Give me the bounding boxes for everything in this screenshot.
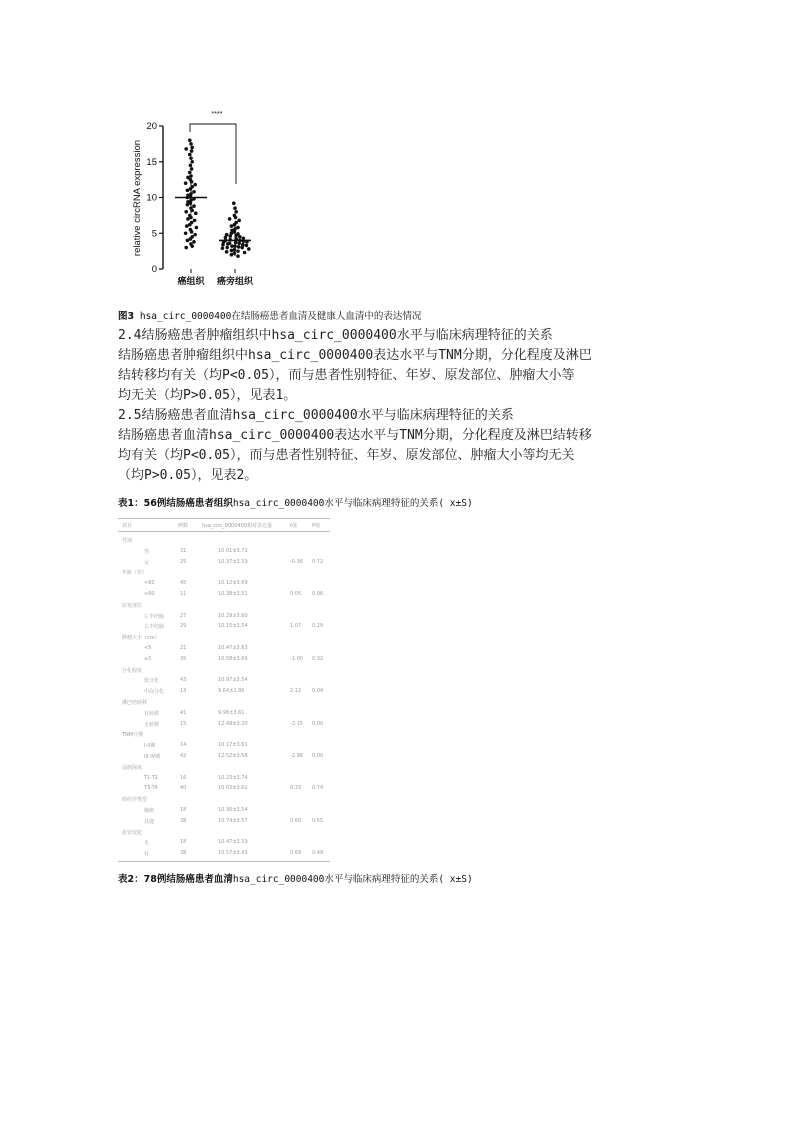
table1-cell-v: 10.47±3.59 bbox=[218, 839, 248, 846]
data-point bbox=[184, 210, 188, 214]
data-point bbox=[190, 244, 194, 248]
table1-cell-n: 38 bbox=[180, 817, 187, 824]
table1-cell-n: 45 bbox=[180, 580, 187, 587]
table1-cell-n: 14 bbox=[180, 742, 187, 749]
data-point bbox=[237, 219, 241, 223]
table1-cell-v: 10.38±3.51 bbox=[218, 591, 248, 597]
table1-cell-label: 有转移 bbox=[144, 710, 160, 717]
table1-row bbox=[118, 731, 330, 740]
table1-cell-label: 淋巴结转移 bbox=[122, 700, 148, 706]
table1-cell-label: III-IV期 bbox=[144, 754, 161, 760]
table1-cell-label: <60 bbox=[144, 580, 155, 587]
data-point bbox=[230, 224, 234, 228]
data-point bbox=[236, 254, 240, 258]
table1-cell-t: 0.33 bbox=[290, 785, 302, 792]
data-point bbox=[234, 216, 238, 220]
table1-cell-n: 40 bbox=[180, 785, 187, 792]
table1-cell-t: -3.15 bbox=[290, 720, 303, 727]
table1-row bbox=[118, 807, 330, 816]
y-tick-label: 5 bbox=[151, 228, 157, 240]
table1-cell-v: 10.02±3.62 bbox=[218, 785, 248, 792]
table1-cell-v: 9.64±2.86 bbox=[218, 688, 245, 695]
table1-row bbox=[118, 623, 330, 632]
data-point bbox=[194, 211, 198, 215]
table1-cell-label: 浸润深度 bbox=[122, 764, 143, 771]
data-point bbox=[190, 167, 194, 171]
x-tick-label: 癌旁组织 bbox=[216, 277, 254, 287]
table1 bbox=[118, 518, 330, 863]
table1-cell-n: 18 bbox=[180, 839, 187, 846]
table1-bottom-rule bbox=[118, 861, 330, 862]
table1-row bbox=[118, 634, 330, 643]
table1-cell-label: 有 bbox=[144, 851, 150, 858]
table1-row bbox=[118, 580, 330, 589]
data-point bbox=[186, 239, 190, 243]
data-point bbox=[226, 242, 230, 246]
table1-cell-n: 21 bbox=[180, 645, 187, 651]
table1-cell-label: <5 bbox=[144, 645, 152, 651]
table1-cell-v: 9.96±3.61 bbox=[218, 709, 245, 716]
table1-cell-n: 18 bbox=[180, 807, 187, 813]
data-point bbox=[192, 240, 196, 244]
table1-caption bbox=[118, 495, 473, 509]
table1-cell-v: 10.74±3.57 bbox=[218, 817, 248, 824]
table1-cell-n: 13 bbox=[180, 688, 187, 695]
data-point bbox=[230, 249, 234, 253]
table1-cell-p: 0.72 bbox=[312, 558, 324, 565]
table1-cell-t: -1.00 bbox=[290, 655, 303, 662]
table1-cell-label: 低分化 bbox=[144, 678, 160, 685]
y-tick-label: 20 bbox=[146, 121, 157, 132]
data-point bbox=[188, 171, 192, 175]
table1-cell-v: 10.97±3.54 bbox=[218, 677, 248, 684]
table1-cell-label: 无转移 bbox=[144, 721, 160, 728]
table1-cell-label: 血管侵犯 bbox=[122, 829, 143, 836]
table1-row bbox=[118, 699, 330, 708]
table1-row bbox=[118, 677, 330, 686]
data-point bbox=[232, 201, 236, 205]
data-point bbox=[234, 210, 238, 214]
data-point bbox=[190, 149, 194, 153]
table1-cell-label: T3-T4 bbox=[144, 785, 158, 792]
table1-row bbox=[118, 850, 330, 859]
table1-cell-p: 0.32 bbox=[312, 655, 324, 662]
data-point bbox=[225, 250, 229, 254]
significance-label: **** bbox=[211, 111, 223, 118]
table1-cell-label: 组织学类型 bbox=[122, 797, 148, 804]
data-point bbox=[221, 246, 225, 250]
data-point bbox=[243, 251, 247, 255]
data-point bbox=[185, 224, 189, 228]
table1-row bbox=[118, 591, 330, 600]
data-point bbox=[237, 241, 241, 245]
table2-caption-rest: hsa_circ_0000400水平与临床病理特征的关系( x±S) bbox=[232, 874, 473, 885]
table1-cell-v: 10.12±3.69 bbox=[218, 580, 248, 587]
section-2-5-line: 均有关（均P<0.05），而与患者性别特征、年岁、原发部位、肿瘤大小等均无关 bbox=[118, 448, 575, 463]
table1-cell-p: 0.04 bbox=[312, 688, 324, 695]
table1-header-cell: P值 bbox=[312, 523, 321, 529]
table1-row bbox=[118, 839, 330, 848]
table1-cell-n: 31 bbox=[180, 547, 187, 554]
table1-cell-v: 10.57±3.43 bbox=[218, 850, 248, 857]
data-point bbox=[193, 219, 197, 223]
table1-cell-t: -0.36 bbox=[290, 558, 303, 565]
data-point bbox=[228, 217, 232, 221]
table1-row bbox=[118, 775, 330, 784]
section-2-4-line: 均无关（均P>0.05），见表1。 bbox=[118, 388, 297, 403]
data-point bbox=[184, 231, 188, 235]
data-point bbox=[186, 217, 190, 221]
figure-caption-prefix: 图3 bbox=[118, 311, 135, 322]
table1-cell-p: 0.29 bbox=[312, 623, 324, 630]
table1-cell-p: 0.49 bbox=[312, 850, 324, 857]
dot-plot-figure bbox=[128, 104, 254, 290]
table1-cell-v: 10.30±3.54 bbox=[218, 807, 248, 813]
table1-cell-t: 0.60 bbox=[290, 817, 302, 824]
table1-row bbox=[118, 559, 330, 568]
table1-cell-label: I-II期 bbox=[144, 743, 156, 750]
table1-cell-label: ≥60 bbox=[144, 591, 155, 597]
section-2-4-body bbox=[118, 346, 592, 406]
table1-cell-label: 其他 bbox=[144, 818, 155, 825]
table1-caption-rest: hsa_circ_0000400水平与临床病理特征的关系( x±S) bbox=[232, 498, 473, 509]
section-2-5-line: 结肠癌患者血清hsa_circ_0000400表达水平与TNM分期，分化程度及淋巴结转移 bbox=[118, 428, 592, 443]
table1-cell-v: 10.23±3.74 bbox=[218, 774, 248, 781]
table1-cell-p: 0.00 bbox=[312, 720, 324, 727]
table1-cell-n: 16 bbox=[180, 774, 187, 781]
significance-bracket bbox=[190, 124, 236, 184]
data-point bbox=[240, 246, 244, 250]
table1-cell-n: 29 bbox=[180, 623, 187, 630]
table1-cell-label: 年龄（岁） bbox=[122, 570, 148, 577]
data-point bbox=[193, 183, 197, 187]
table1-row bbox=[118, 656, 330, 665]
data-point bbox=[188, 153, 192, 157]
table1-cell-label: 腺癌 bbox=[144, 808, 155, 814]
data-point bbox=[190, 230, 194, 234]
table1-cell-v: 10.15±3.54 bbox=[218, 623, 248, 630]
table1-cell-p: 0.74 bbox=[312, 785, 324, 792]
table1-header-cell: 项目 bbox=[122, 523, 133, 529]
table1-row bbox=[118, 796, 330, 805]
table1-cell-n: 42 bbox=[180, 753, 187, 759]
table1-row bbox=[118, 645, 330, 654]
table1-row bbox=[118, 569, 330, 578]
table1-cell-v: 10.17±3.61 bbox=[218, 742, 248, 749]
table1-cell-p: 0.96 bbox=[312, 591, 324, 597]
data-point bbox=[186, 189, 190, 193]
table1-row bbox=[118, 537, 330, 546]
table1-row bbox=[118, 602, 330, 611]
table1-row bbox=[118, 753, 330, 762]
table1-row bbox=[118, 818, 330, 827]
data-point bbox=[184, 147, 188, 151]
data-point bbox=[195, 226, 199, 230]
table1-cell-n: 43 bbox=[180, 677, 187, 684]
table1-cell-t: 1.07 bbox=[290, 623, 302, 630]
table1-cell-t: 0.69 bbox=[290, 850, 302, 857]
figure-caption bbox=[118, 308, 421, 322]
table1-cell-n: 11 bbox=[180, 591, 187, 597]
data-point bbox=[190, 146, 194, 150]
table2-caption bbox=[118, 871, 473, 885]
table1-cell-n: 41 bbox=[180, 709, 187, 716]
data-point bbox=[247, 247, 251, 251]
x-tick-label: 癌组织 bbox=[177, 277, 205, 287]
section-2-4-line: 结转移均有关（均P<0.05），而与患者性别特征、年岁、原发部位、肿瘤大小等 bbox=[118, 368, 575, 383]
table1-header-cell: 例数 bbox=[178, 523, 189, 529]
section-2-5-body bbox=[118, 426, 592, 486]
y-tick-label: 10 bbox=[146, 192, 157, 204]
data-point bbox=[228, 234, 232, 238]
table1-cell-n: 15 bbox=[180, 720, 187, 727]
table1-cell-label: 中高分化 bbox=[144, 689, 165, 696]
table1-cell-v: 10.29±3.60 bbox=[218, 612, 248, 619]
table1-cell-p: 0.00 bbox=[312, 753, 324, 759]
table1-cell-label: 男 bbox=[144, 548, 150, 555]
table1-cell-label: TNM分期 bbox=[122, 732, 144, 739]
data-point bbox=[221, 243, 225, 247]
data-point bbox=[193, 233, 197, 237]
table1-cell-label: 女 bbox=[144, 559, 150, 566]
table1-row bbox=[118, 710, 330, 719]
section-2-4-line: 结肠癌患者肿瘤组织中hsa_circ_0000400表达水平与TNM分期，分化程度及淋巴 bbox=[118, 348, 592, 363]
data-point bbox=[230, 244, 234, 248]
table1-cell-label: 肿瘤大小（cm） bbox=[122, 635, 160, 642]
table1-header-row bbox=[118, 522, 330, 531]
table1-cell-v: 12.52±3.58 bbox=[218, 753, 248, 759]
figure-caption-text: hsa_circ_0000400在结肠癌患者血清及健康人血清中的表达情况 bbox=[134, 311, 422, 322]
table1-row bbox=[118, 785, 330, 794]
table1-row bbox=[118, 688, 330, 697]
data-point bbox=[184, 181, 188, 185]
data-point bbox=[233, 206, 237, 210]
table1-cell-t: 0.05 bbox=[290, 591, 302, 597]
table1-cell-v: 10.01±3.71 bbox=[218, 547, 248, 554]
table1-cell-label: 分化程度 bbox=[122, 667, 143, 674]
table1-cell-label: T1-T2 bbox=[144, 774, 158, 781]
table1-cell-v: 10.37±3.59 bbox=[218, 558, 248, 565]
data-point bbox=[238, 235, 242, 239]
data-point bbox=[192, 190, 196, 194]
data-point bbox=[225, 246, 229, 250]
data-point bbox=[192, 204, 196, 208]
data-point bbox=[190, 160, 194, 164]
data-point bbox=[233, 248, 237, 252]
table1-cell-p: 0.55 bbox=[312, 817, 324, 824]
table1-cell-n: 27 bbox=[180, 612, 187, 619]
data-point bbox=[245, 244, 249, 248]
section-2-4-heading: 2.4结肠癌患者肿瘤组织中hsa_circ_0000400水平与临床病理特征的关系 bbox=[118, 328, 553, 343]
table1-row bbox=[118, 667, 330, 676]
table1-header-cell: hsa_circ_0000400相对表达量 bbox=[202, 523, 272, 529]
table1-cell-label: ≥5 bbox=[144, 655, 152, 662]
data-point bbox=[189, 142, 193, 146]
table1-row bbox=[118, 829, 330, 838]
table1-caption-bold: 表1：56例结肠癌患者组织 bbox=[118, 498, 233, 509]
data-point bbox=[184, 246, 188, 250]
table1-header-rule bbox=[118, 531, 330, 532]
section-2-5-heading: 2.5结肠癌患者血清hsa_circ_0000400水平与临床病理特征的关系 bbox=[118, 408, 514, 423]
table2-caption-bold: 表2：78例结肠癌患者血清 bbox=[118, 874, 233, 885]
section-2-5-line: （均P>0.05），见表2。 bbox=[118, 468, 258, 483]
table1-cell-v: 10.58±3.66 bbox=[218, 655, 248, 662]
table1-cell-label: 原发部位 bbox=[122, 602, 143, 609]
y-axis-label: relative circRNA expression bbox=[132, 139, 143, 257]
data-point bbox=[236, 249, 240, 253]
table1-row bbox=[118, 548, 330, 557]
data-point bbox=[234, 241, 238, 245]
table1-row bbox=[118, 613, 330, 622]
table1-cell-v: 12.49±3.20 bbox=[218, 720, 248, 727]
table1-row bbox=[118, 721, 330, 730]
table1-cell-t: -2.98 bbox=[290, 753, 303, 759]
table1-cell-n: 38 bbox=[180, 850, 187, 857]
data-point bbox=[190, 180, 194, 184]
data-point bbox=[189, 164, 193, 168]
table1-cell-t: 2.12 bbox=[290, 688, 302, 695]
table1-header-cell: t值 bbox=[290, 523, 297, 529]
table1-cell-n: 35 bbox=[180, 655, 187, 662]
table1-cell-label: 左半结肠 bbox=[144, 613, 165, 620]
table1-row bbox=[118, 764, 330, 773]
table1-cell-n: 25 bbox=[180, 558, 187, 565]
table1-row bbox=[118, 742, 330, 751]
data-point bbox=[230, 253, 234, 257]
y-tick-label: 0 bbox=[151, 264, 157, 275]
table1-cell-label: 右半结肠 bbox=[144, 624, 165, 631]
data-point bbox=[186, 203, 190, 207]
data-point bbox=[189, 156, 193, 160]
table1-cell-label: 无 bbox=[144, 840, 150, 847]
table1-cell-v: 10.47±3.63 bbox=[218, 645, 248, 651]
y-tick-label: 15 bbox=[146, 156, 157, 168]
data-point bbox=[237, 245, 241, 249]
data-point bbox=[188, 139, 192, 143]
table1-top-rule bbox=[118, 518, 330, 519]
table1-cell-label: 性别 bbox=[122, 538, 133, 544]
